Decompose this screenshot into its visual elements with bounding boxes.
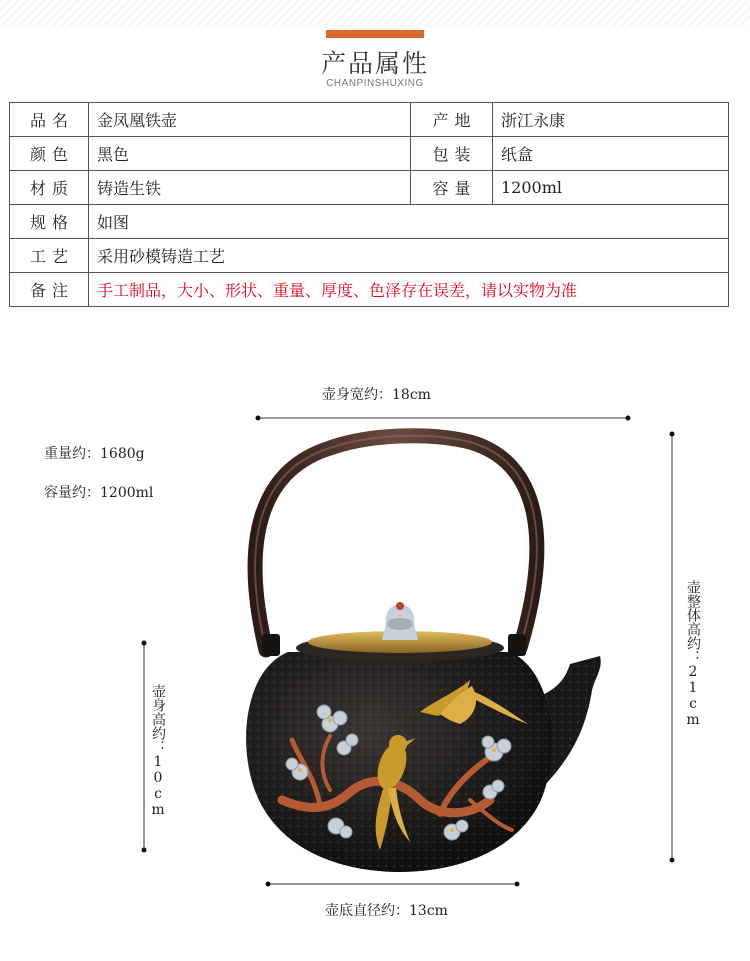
attr-label: 容量	[411, 171, 493, 205]
attr-label: 品名	[10, 103, 89, 137]
attr-label: 颜色	[10, 137, 89, 171]
remark-value: 手工制品，大小、形状、重量、厚度、色泽存在误差，请以实物为准	[89, 273, 729, 307]
total-height-dimension-line	[670, 432, 675, 863]
width-dimension-line	[256, 416, 631, 421]
weight-label: 重量约：1680g	[44, 446, 145, 462]
attr-value: 1200ml	[493, 171, 729, 205]
total-height-label: 壶整体高约：21cm	[685, 580, 701, 728]
base-diameter-label: 壶底直径约：13cm	[325, 903, 448, 919]
attr-label: 规格	[10, 205, 89, 239]
attr-label: 材质	[10, 171, 89, 205]
attr-value: 纸盒	[493, 137, 729, 171]
base-diameter-dimension-line	[266, 882, 520, 887]
body-width-label: 壶身宽约：18cm	[322, 387, 431, 403]
attr-label: 工艺	[10, 239, 89, 273]
body-height-dimension-line	[142, 641, 147, 853]
section-subtitle: CHANPINSHUXING	[326, 78, 424, 89]
attr-label: 产地	[411, 103, 493, 137]
attr-value: 黑色	[89, 137, 411, 171]
attr-value: 采用砂模铸造工艺	[89, 239, 729, 273]
attr-label: 备注	[10, 273, 89, 307]
attr-label: 包装	[411, 137, 493, 171]
body-height-label: 壶身高约：10cm	[150, 684, 166, 818]
attr-value: 如图	[89, 205, 729, 239]
attr-value: 浙江永康	[493, 103, 729, 137]
section-title: 产品属性	[320, 49, 429, 78]
attr-value: 铸造生铁	[89, 171, 411, 205]
attr-value: 金凤凰铁壶	[89, 103, 411, 137]
capacity-label: 容量约：1200ml	[44, 485, 154, 501]
